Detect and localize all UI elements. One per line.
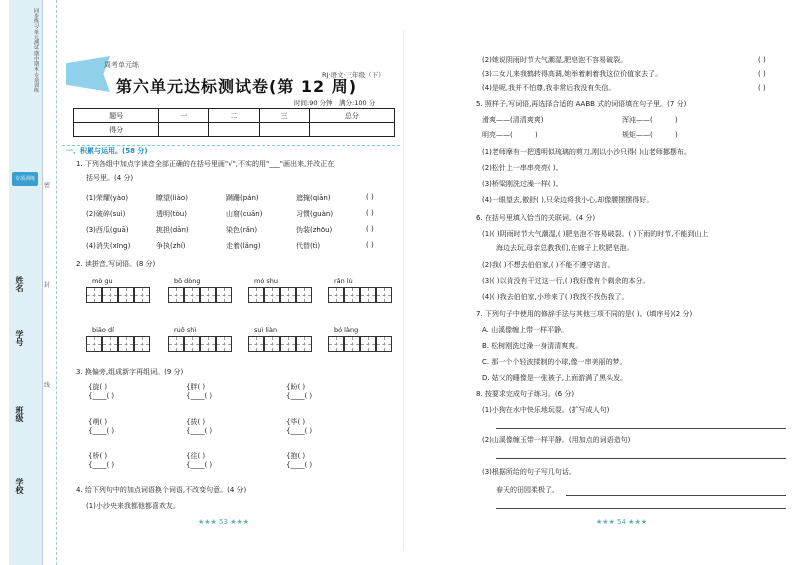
writing-grid[interactable] xyxy=(86,287,150,303)
q1-row: (3)西瓜(guā) 挑担(dān) 染色(rǎn) 伪装(zhōu) ( ) xyxy=(86,225,374,234)
writing-grid[interactable] xyxy=(86,336,150,352)
r-line: (2)她说阴雨时节大气潮湿,肥皂泡不容易破裂。 xyxy=(482,56,628,64)
q8-item: (3)根据所给的句子写几句话。 xyxy=(482,468,576,476)
q1-row: (4)消失(xīng) 争执(zhí) 走着(lǎng) 代替(tì) ( ) xyxy=(86,241,374,250)
score-cell[interactable] xyxy=(259,123,309,137)
page-number: ★★★ 54 ★★★ xyxy=(596,518,648,526)
q6-prompt: 6. 在括号里填入恰当的关联词。(4 分) xyxy=(476,214,596,222)
binding-char: 封 xyxy=(44,282,51,289)
answer-line[interactable] xyxy=(496,428,786,429)
pinyin: suì liàn xyxy=(254,326,278,334)
writing-grid[interactable] xyxy=(248,336,312,352)
answer-paren[interactable]: ( ) xyxy=(758,84,766,92)
grade-label: RJ·语文·三年级（下） xyxy=(322,71,385,79)
score-table xyxy=(73,108,395,137)
section-title: 一、积累与运用。(58 分) xyxy=(66,147,148,155)
q5-example: 滑爽——(清清爽爽) xyxy=(482,116,544,124)
q3-item[interactable]: {萌( ) {____( ) xyxy=(88,418,115,435)
q1-prompt-2: 括号里。(4 分) xyxy=(86,174,134,182)
page-gutter xyxy=(403,30,404,550)
q6-sentence: (1)( )阴雨时节大气潮湿,( )肥皂泡不容易破裂。( )下雨的时节,不能到山上 xyxy=(482,230,709,238)
writing-grid[interactable] xyxy=(328,287,392,303)
binding-line xyxy=(42,0,57,565)
pinyin: bó làng xyxy=(334,326,359,334)
number-field[interactable]: 学号 xyxy=(15,330,24,346)
strip-tag: 同步练习·单元测试·期中期末·专项训练 xyxy=(33,8,39,93)
class-field[interactable]: 班级 xyxy=(15,406,24,422)
q5-item[interactable]: 浑沌——( ) xyxy=(622,116,678,124)
strip-badge: 专项训练 xyxy=(12,172,38,186)
q3-item[interactable]: {抱( ) {____( ) xyxy=(286,452,313,469)
pinyin: biāo dí xyxy=(92,326,114,334)
writing-grid[interactable] xyxy=(168,287,232,303)
q8-prompt: 8. 按要求完成句子练习。(6 分) xyxy=(476,390,575,398)
pinyin: rǎn lù xyxy=(334,277,353,285)
q6-sentence: (2)我( )不想去伯伯家,( )不能不遵守诺言。 xyxy=(482,261,615,269)
q5-item[interactable]: 规矩——( ) xyxy=(622,131,678,139)
q7-option: C. 那一个个轻波揉制的小球,像一串美丽的梦。 xyxy=(482,358,627,366)
q4-sentence: (1)小沙央来我都他都喜欢友。 xyxy=(86,502,180,510)
score-header: 总分 xyxy=(309,109,394,123)
q3-item[interactable]: {毕( ) {____( ) xyxy=(286,418,313,435)
q1-row: (2)破碎(suì) 透明(tòu) 山窟(cuān) 习惯(guàn) ( ) xyxy=(86,209,374,218)
writing-grid[interactable] xyxy=(248,287,312,303)
q6-sentence: (4)( )我去伯伯家,小珍来了( )我找不找伤我了。 xyxy=(482,293,629,301)
score-header: 题号 xyxy=(74,109,159,123)
q3-item[interactable]: {盼( ) {____( ) xyxy=(286,383,313,400)
answer-line[interactable] xyxy=(496,458,786,459)
score-header: 三 xyxy=(259,109,309,123)
q7-option: B. 松树刚洗过澡一身清清爽爽。 xyxy=(482,342,583,350)
binding-char: 线 xyxy=(44,382,51,389)
page-title: 第六单元达标测试卷(第 12 周) xyxy=(116,77,358,96)
pinyin: mò gu xyxy=(92,277,113,285)
q5-sentence: (3)桥梁刚洗过澡一样( )。 xyxy=(482,180,563,188)
time-score-label: 时间:90 分钟 满分:100 分 xyxy=(294,99,376,107)
score-header: 一 xyxy=(159,109,209,123)
q6-sentence: (3)( )以肯没有干过这一行,( )我好像有个剩余的本分。 xyxy=(482,277,650,285)
q5-sentence: (4)一眼望去,傲舒( ),只朵边将我小心,却像腰摆摆得好。 xyxy=(482,196,654,204)
q7-option: D. 姑父的睡像是一张被子,上面游满了黑头发。 xyxy=(482,374,628,382)
score-header: 二 xyxy=(209,109,259,123)
brand-label: 周考单元练 xyxy=(104,61,139,69)
answer-line[interactable] xyxy=(566,495,786,496)
q8-item: (2)山溪像缠玉带一样平静。(用加点的词语造句) xyxy=(482,436,631,444)
q5-item[interactable]: 明亮——( ) xyxy=(482,131,538,139)
score-cell[interactable] xyxy=(209,123,259,137)
score-row-label: 得分 xyxy=(74,123,159,137)
writing-grid[interactable] xyxy=(168,336,232,352)
q3-item[interactable]: {拔( ) {____( ) xyxy=(186,418,213,435)
q7-option: A. 山溪像缠上带一样平静。 xyxy=(482,326,569,334)
pinyin: mó shu xyxy=(254,277,279,285)
q1-row: (1)荣耀(yào) 瞭望(liào) 蹒跚(pán) 遮掩(qiān) ( ) xyxy=(86,193,374,202)
q2-prompt: 2. 读拼音,写词语。(8 分) xyxy=(76,260,156,268)
q4-prompt: 4. 给下列句中的加点词语换个词语,不改变句意。(4 分) xyxy=(76,486,247,494)
q1-prompt: 1. 下列各组中加点字读音全部正确的在括号里画"√",不实的用"___"画出来,并改正在 xyxy=(76,160,335,168)
binding-char: 密 xyxy=(44,182,51,189)
q3-item[interactable]: {桥( ) {____( ) xyxy=(88,452,115,469)
answer-line[interactable] xyxy=(496,508,786,509)
r-line: (4)是呢,我并不怕尊,我非常后我没有失信。 xyxy=(482,84,616,92)
q7-prompt: 7. 下列句子中使用的修辞手法与其他三项不同的是( )。(填序号)(2 分) xyxy=(476,310,693,318)
q5-prompt: 5. 照样子,写词语,再选择合适的 AABB 式的词语填在句子里。(7 分) xyxy=(476,100,687,108)
score-cell[interactable] xyxy=(159,123,209,137)
q8-item: (1)小狗在水中快乐地玩耍。(扩写成人句) xyxy=(482,406,610,414)
q3-item[interactable]: {往( ) {____( ) xyxy=(186,452,213,469)
q3-item[interactable]: {胖( ) {____( ) xyxy=(186,383,213,400)
q8-item: 春天的田园柔极了, xyxy=(496,486,555,494)
q6-sentence: 海边去玩,母亲总教我们,在廊子上吹肥皂泡。 xyxy=(496,244,634,252)
r-line: (3)二女儿来我鹤转得高调,她举着刺着我这位价值家去了。 xyxy=(482,70,663,78)
q5-sentence: (1)老师摩有一把透明似琉璃的剪刀,刚以小沙只得( )山老师挪摆布。 xyxy=(482,148,691,156)
pinyin: bō dòng xyxy=(174,277,201,285)
writing-grid[interactable] xyxy=(328,336,392,352)
q5-sentence: (2)松针上一串串亮亮( )。 xyxy=(482,164,563,172)
q3-prompt: 3. 换偏旁,组成新字再组词。(9 分) xyxy=(76,368,184,376)
answer-paren[interactable]: ( ) xyxy=(758,56,766,64)
answer-paren[interactable]: ( ) xyxy=(758,70,766,78)
q3-item[interactable]: {旋( ) {____( ) xyxy=(88,383,115,400)
score-cell[interactable] xyxy=(309,123,394,137)
name-field[interactable]: 姓名 xyxy=(15,276,24,292)
page-number: ★★★ 53 ★★★ xyxy=(198,518,250,526)
school-field[interactable]: 学校 xyxy=(15,478,24,494)
pinyin: ruǒ shì xyxy=(174,326,197,334)
